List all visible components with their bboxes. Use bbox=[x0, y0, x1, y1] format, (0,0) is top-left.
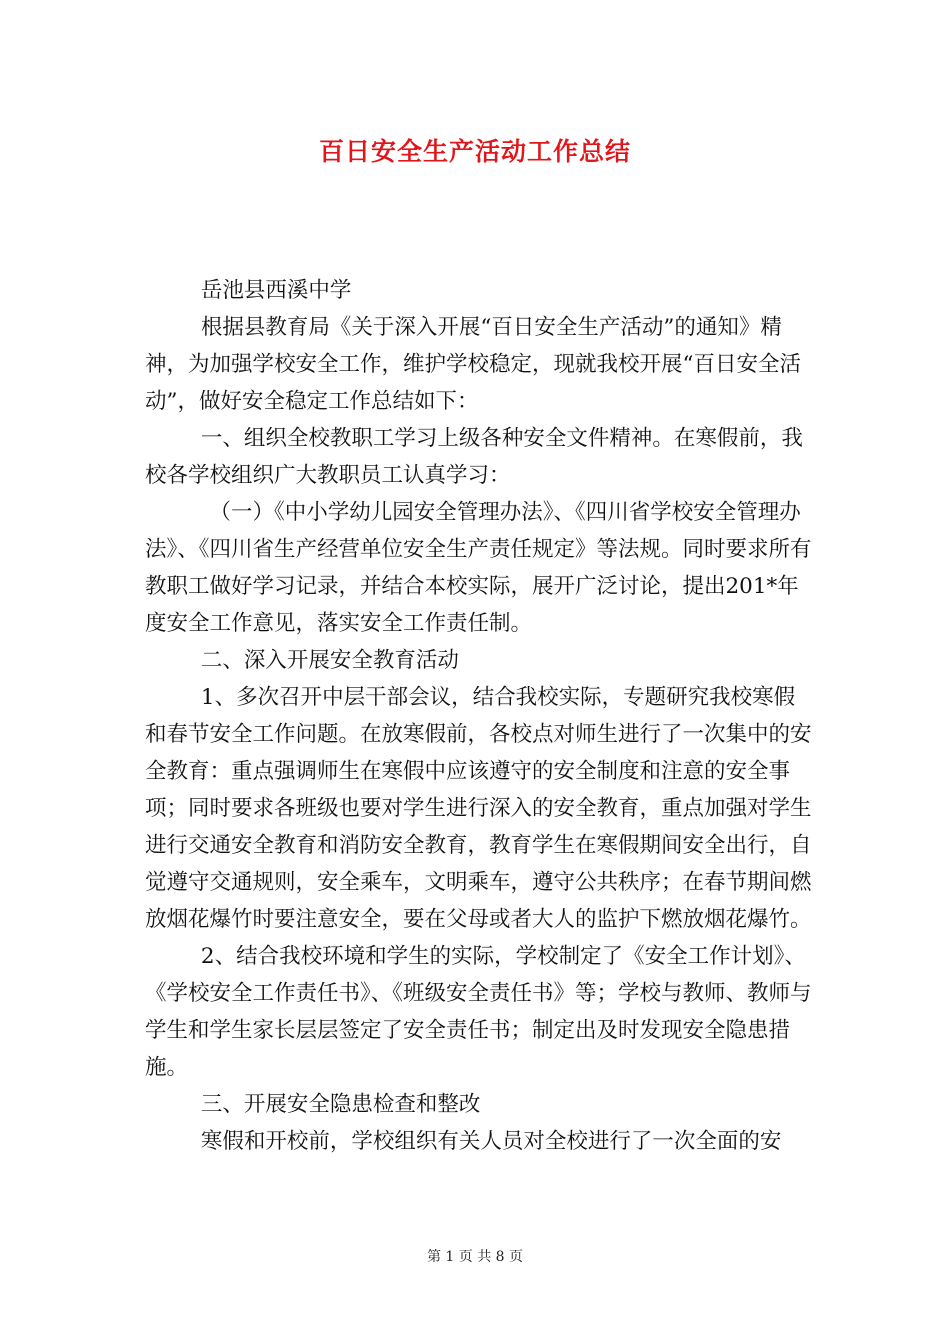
document-body bbox=[145, 272, 815, 1160]
section-1-heading: 一、组织全校教职工学习上级各种安全文件精神。在寒假前，我校各学校组织广大教职员工认真学习： bbox=[145, 426, 803, 488]
section-2-item-1: 1、多次召开中层干部会议，结合我校实际，专题研究我校寒假和春节安全工作问题。在放寒假前，各校点对师生进行了一次集中的安全教育：重点强调师生在寒假中应该遵守的安全制度和注意的安全事项；同时要求各班级也要对学生进行深入的安全教育，重点加强对学生进行交通安全教育和消防安全教育，教育学生在寒假期间安全出行，自觉遵守交通规则，安全乘车，文明乘车，遵守公共秩序；在春节期间燃放烟花爆竹时要注意安全，要在父母或者大人的监护下燃放烟花爆竹。 bbox=[145, 685, 812, 932]
section-3-heading: 三、开展安全隐患检查和整改 bbox=[200, 1092, 481, 1117]
section-2-heading: 二、深入开展安全教育活动 bbox=[200, 648, 459, 673]
section-3-paragraph: 寒假和开校前，学校组织有关人员对全校进行了一次全面的安 bbox=[200, 1129, 782, 1154]
intro-paragraph: 根据县教育局《关于深入开展“百日安全生产活动”的通知》精神，为加强学校安全工作，维护学校稳定，现就我校开展“百日安全活动”，做好安全稳定工作总结如下： bbox=[145, 315, 801, 414]
section-2-item-2: 2、结合我校环境和学生的实际，学校制定了《安全工作计划》、《学校安全工作责任书》、《班级安全责任书》等；学校与教师、教师与学生和学生家长层层签定了安全责任书；制定出及时发现安全隐患措施。 bbox=[145, 944, 812, 1080]
section-1-item-1: （一）《中小学幼儿园安全管理办法》、《四川省学校安全管理办法》、《四川省生产经营单位安全生产责任规定》等法规。同时要求所有教职工做好学习记录，并结合本校实际，展开广泛讨论，提出201*年度安全工作意见，落实安全工作责任制。 bbox=[145, 500, 812, 636]
school-name: 岳池县西溪中学 bbox=[200, 278, 352, 303]
document-title: 百日安全生产活动工作总结 bbox=[318, 137, 631, 166]
page-number-footer: 第 1 页 共 8 页 bbox=[426, 1249, 524, 1265]
